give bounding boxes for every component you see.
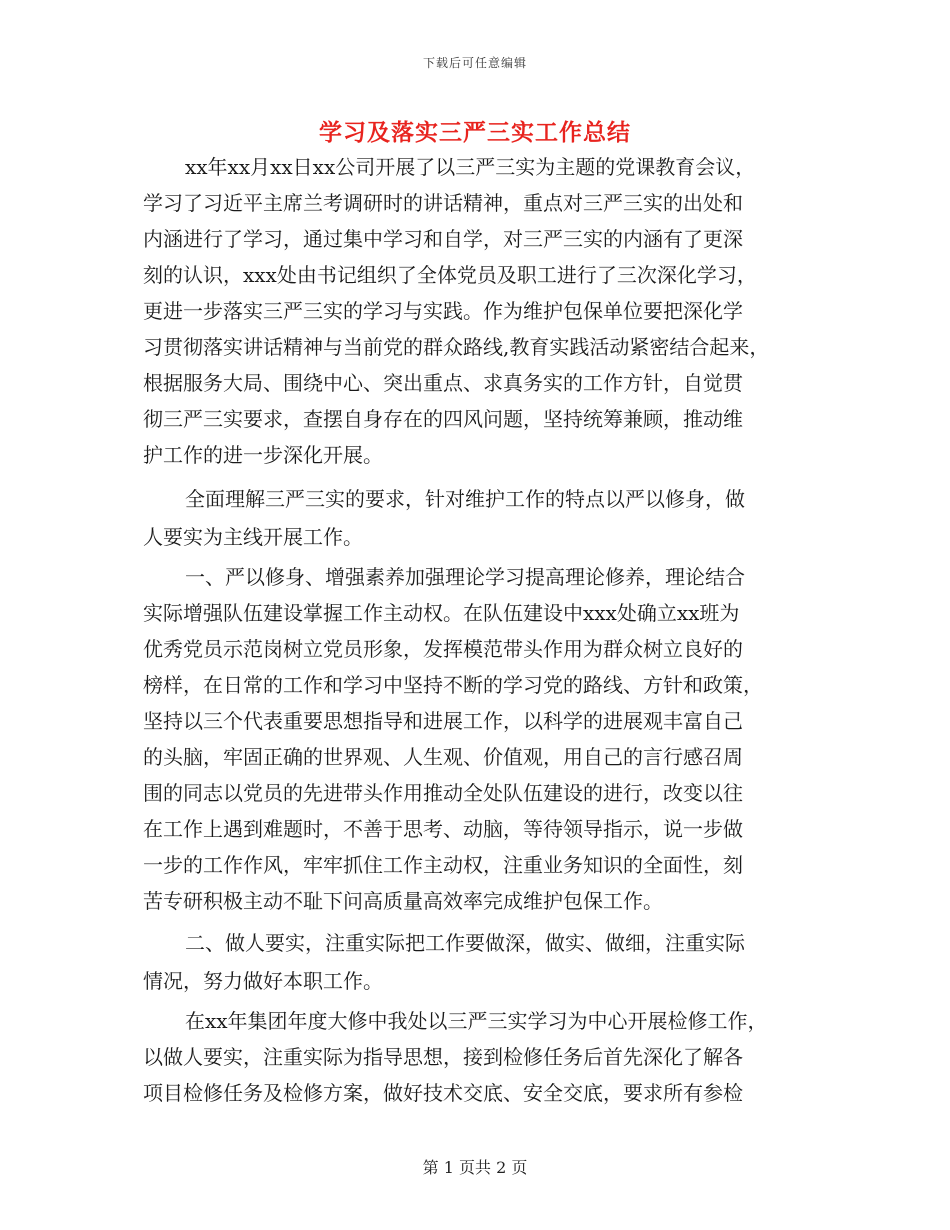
body-line: 榜样，在日常的工作和学习中坚持不断的学习党的路线、方针和政策， xyxy=(143,673,763,697)
body-line: 项目检修任务及检修方案，做好技术交底、安全交底，要求所有参检 xyxy=(143,1081,743,1105)
body-line: 彻三严三实要求，查摆自身存在的四风问题，坚持统筹兼顾，推动维 xyxy=(143,407,743,431)
body-line: 更进一步落实三严三实的学习与实践。作为维护包保单位要把深化学 xyxy=(143,299,743,323)
body-line: 护工作的进一步深化开展。 xyxy=(143,443,383,467)
body-line: 人要实为主线开展工作。 xyxy=(143,525,363,549)
body-line: 苦专研积极主动不耻下问高质量高效率完成维护包保工作。 xyxy=(143,889,663,913)
document-title: 学习及落实三严三实工作总结 xyxy=(319,119,631,146)
page-number-footer: 第 1 页共 2 页 xyxy=(422,1158,528,1177)
body-line: 一步的工作作风，牢牢抓住工作主动权，注重业务知识的全面性，刻 xyxy=(143,853,743,877)
body-line: 优秀党员示范岗树立党员形象，发挥模范带头作用为群众树立良好的 xyxy=(143,637,743,661)
body-line: 在xx年集团年度大修中我处以三严三实学习为中心开展检修工作， xyxy=(185,1009,768,1033)
body-line: 一、严以修身、增强素养加强理论学习提高理论修养，理论结合 xyxy=(185,565,745,589)
body-line: 在工作上遇到难题时，不善于思考、动脑，等待领导指示，说一步做 xyxy=(143,817,743,841)
body-line: 情况，努力做好本职工作。 xyxy=(143,969,383,993)
body-line: 的头脑，牢固正确的世界观、人生观、价值观，用自己的言行感召周 xyxy=(143,745,743,769)
body-line: 围的同志以党员的先进带头作用推动全处队伍建设的进行，改变以往 xyxy=(143,781,743,805)
body-line: 全面理解三严三实的要求，针对维护工作的特点以严以修身，做 xyxy=(185,487,745,511)
body-line: xx年xx月xx日xx公司开展了以三严三实为主题的党课教育会议， xyxy=(185,155,756,179)
body-line: 刻的认识，xxx处由书记组织了全体党员及职工进行了三次深化学习， xyxy=(143,263,757,287)
body-line: 内涵进行了学习，通过集中学习和自学，对三严三实的内涵有了更深 xyxy=(143,227,743,251)
body-line: 学习了习近平主席兰考调研时的讲话精神，重点对三严三实的出处和 xyxy=(143,191,743,215)
header-note: 下载后可任意编辑 xyxy=(422,56,527,70)
body-line: 以做人要实，注重实际为指导思想，接到检修任务后首先深化了解各 xyxy=(143,1045,743,1069)
body-line: 根据服务大局、围绕中心、突出重点、求真务实的工作方针，自觉贯 xyxy=(143,371,743,395)
body-line: 实际增强队伍建设掌握工作主动权。在队伍建设中xxx处确立xx班为 xyxy=(143,601,740,625)
body-line: 坚持以三个代表重要思想指导和进展工作，以科学的进展观丰富自己 xyxy=(143,709,743,733)
body-line: 二、做人要实，注重实际把工作要做深，做实、做细，注重实际 xyxy=(185,931,745,955)
body-line: 习贯彻落实讲话精神与当前党的群众路线,教育实践活动紧密结合起来， xyxy=(143,335,770,359)
